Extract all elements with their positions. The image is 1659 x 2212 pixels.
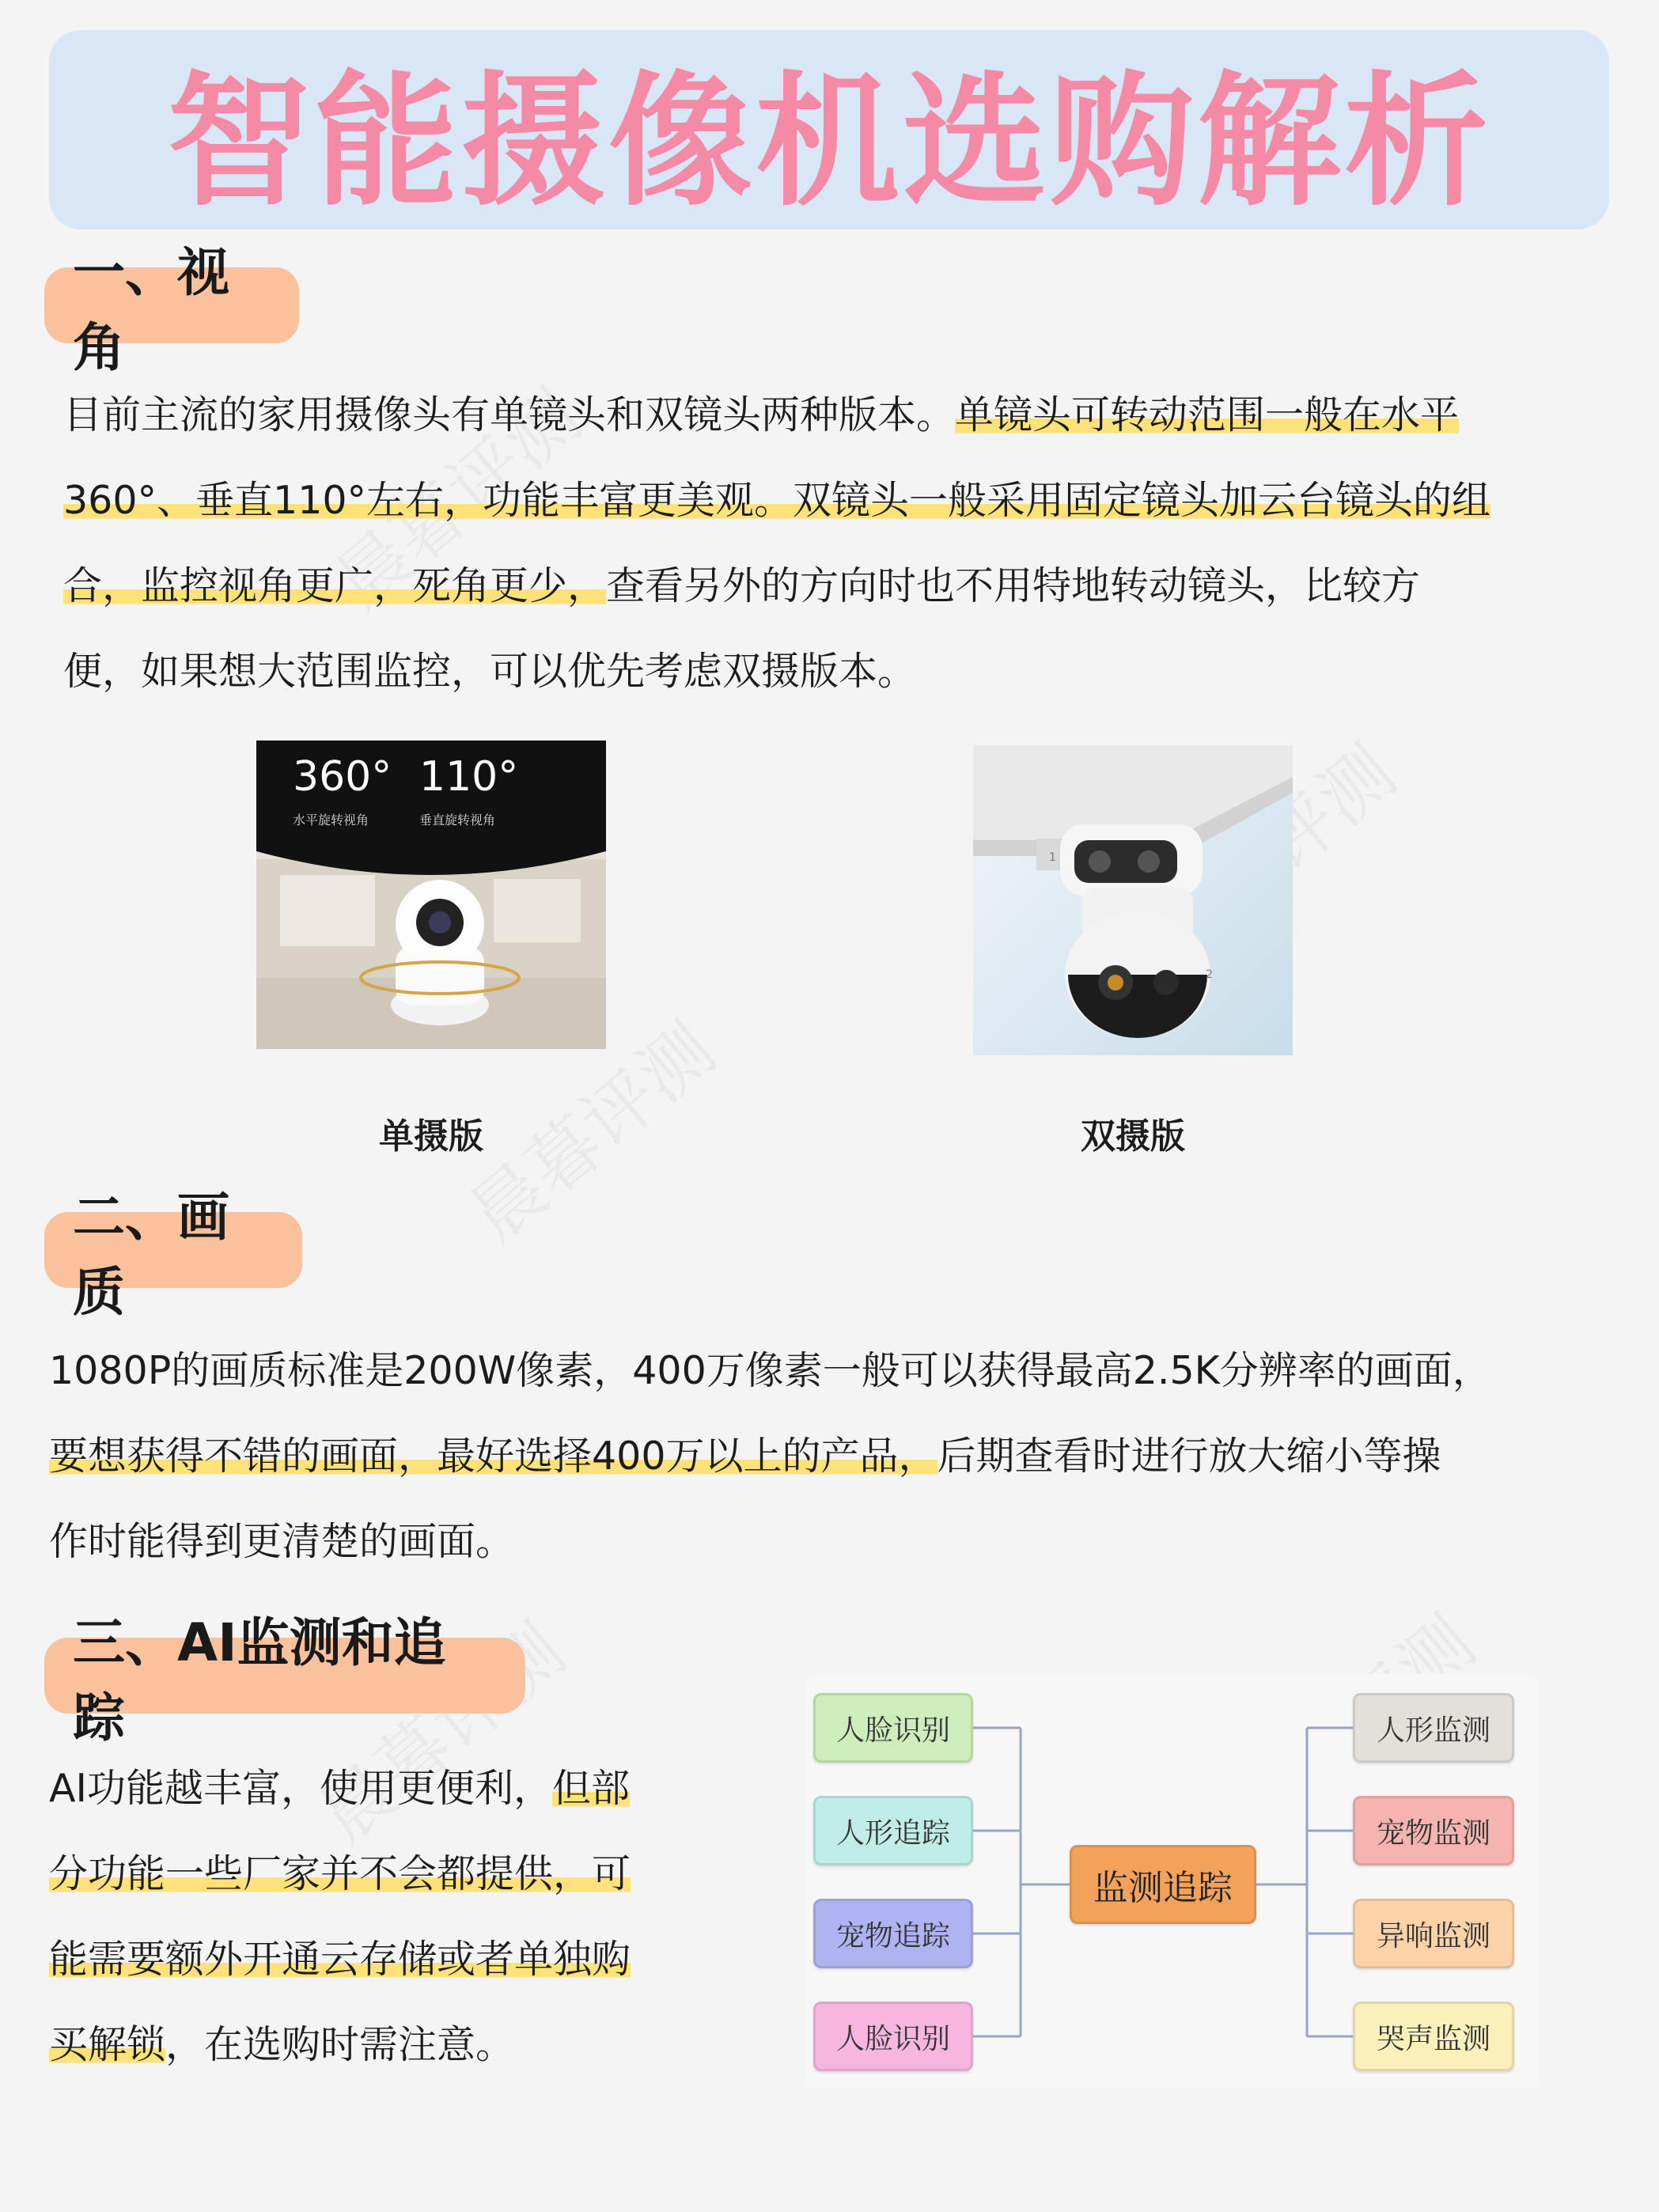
vertical-angle-label: 垂直旋转视角 <box>419 812 496 828</box>
single-lens-caption: 单摄版 <box>379 1116 483 1157</box>
text-highlight: 分功能一些厂家并不会都提供，可 <box>49 1851 631 1896</box>
text-plain: 查看另外的方向时也不用特地转动镜头，比较方 <box>606 563 1421 608</box>
horizontal-angle-value: 360° <box>293 753 392 801</box>
text-highlight: 要想获得不错的画面，最好选择400万以上的产品， <box>49 1434 937 1479</box>
text-highlight: 能需要额外开通云存储或者单独购 <box>49 1937 631 1982</box>
horizontal-angle-label: 水平旋转视角 <box>293 812 369 828</box>
vertical-angle-value: 110° <box>419 753 519 801</box>
text-plain: 作时能得到更清楚的画面。 <box>49 1519 515 1564</box>
text-highlight: 合，监控视角更广，死角更少， <box>63 563 607 608</box>
section-heading-ai-monitoring: 三、AI监测和追踪 <box>44 1638 525 1714</box>
text-highlight: 但部 <box>551 1766 630 1811</box>
lens-2-label: 2 <box>1206 968 1213 981</box>
diagram-node-left: 人脸识别 <box>813 1693 973 1763</box>
diagram-node-left: 人形追踪 <box>813 1796 973 1865</box>
dual-lens-caption: 双摄版 <box>1081 1116 1185 1157</box>
section-heading-view-angle: 一、视角 <box>44 267 299 343</box>
text-highlight: 买解锁 <box>49 2022 166 2067</box>
diagram-node-right: 宠物监测 <box>1353 1796 1514 1865</box>
diagram-node-left: 人脸识别 <box>813 2002 973 2071</box>
text-plain: 1080P的画质标准是200W像素，400万像素一般可以获得最高2.5K分辨率的画面， <box>49 1348 1491 1393</box>
lens-1-label: 1 <box>1049 851 1056 864</box>
diagram-node-center: 监测追踪 <box>1070 1845 1256 1924</box>
text-plain: ，在选购时需注意。 <box>165 2022 515 2067</box>
text-plain: 目前主流的家用摄像头有单镜头和双镜头两种版本。 <box>63 392 956 437</box>
diagram-node-right: 哭声监测 <box>1353 2002 1514 2071</box>
text-plain: AI功能越丰富，使用更便利， <box>49 1766 552 1811</box>
diagram-node-right: 异响监测 <box>1353 1899 1514 1968</box>
text-highlight: 360°、垂直110°左右，功能丰富更美观。双镜头一般采用固定镜头加云台镜头的组 <box>63 478 1491 523</box>
text-plain: 便，如果想大范围监控，可以优先考虑双摄版本。 <box>63 649 917 694</box>
diagram-node-left: 宠物追踪 <box>813 1899 973 1968</box>
section-heading-image-quality: 二、画质 <box>44 1212 302 1288</box>
diagram-node-right: 人形监测 <box>1353 1693 1514 1763</box>
page-title: 智能摄像机选购解析 <box>167 57 1491 225</box>
text-plain: 后期查看时进行放大缩小等操 <box>937 1434 1441 1479</box>
text-highlight: 单镜头可转动范围一般在水平 <box>955 392 1460 437</box>
